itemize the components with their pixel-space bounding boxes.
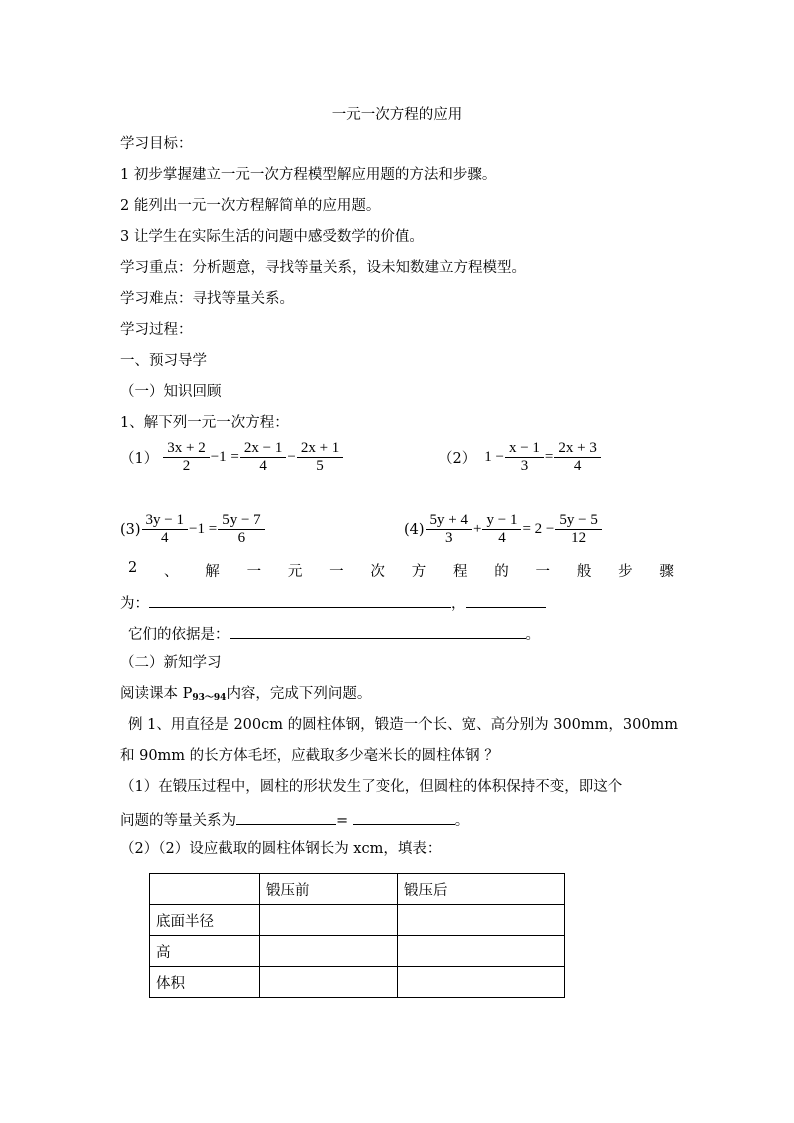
denominator: 3 bbox=[505, 457, 544, 475]
table-cell[interactable] bbox=[260, 936, 398, 967]
fraction bbox=[220, 512, 262, 547]
numerator: 5y − 7 bbox=[222, 512, 261, 528]
equation-1 bbox=[120, 440, 342, 475]
q2-char: 的 bbox=[494, 564, 509, 580]
question-1: 1、解下列一元一次方程： bbox=[120, 415, 289, 431]
denominator: 2 bbox=[163, 457, 209, 475]
question-2-line bbox=[128, 560, 674, 581]
table-row-label: 体积 bbox=[150, 967, 260, 998]
table-row-label: 高 bbox=[150, 936, 260, 967]
table-header-row bbox=[150, 874, 565, 905]
equation-4 bbox=[404, 512, 601, 547]
answer-blank[interactable] bbox=[353, 808, 455, 825]
denominator: 4 bbox=[240, 457, 286, 475]
table-cell[interactable] bbox=[260, 905, 398, 936]
difficulty: 学习难点：寻找等量关系。 bbox=[120, 291, 294, 307]
answer-blank[interactable] bbox=[466, 591, 546, 608]
denominator: 4 bbox=[142, 529, 188, 547]
key-point: 学习重点：分析题意，寻找等量关系，设未知数建立方程模型。 bbox=[120, 260, 526, 276]
equation-label: （1） bbox=[120, 451, 159, 467]
table-cell[interactable] bbox=[398, 905, 565, 936]
objective-3: 3 让学生在实际生活的问题中感受数学的价值。 bbox=[120, 229, 424, 245]
denominator: 5 bbox=[297, 457, 343, 475]
table-header-cell: 锻压前 bbox=[260, 874, 398, 905]
reading-pre: 阅读课本 P bbox=[120, 686, 193, 702]
numerator: 2x + 1 bbox=[300, 440, 340, 456]
fraction bbox=[556, 440, 598, 475]
table-row bbox=[150, 967, 565, 998]
denominator: 3 bbox=[426, 529, 472, 547]
operator: = 2 − bbox=[522, 521, 555, 537]
fraction bbox=[484, 512, 519, 547]
operator: = bbox=[544, 449, 554, 465]
numerator: 5y − 5 bbox=[559, 512, 598, 528]
answer-blank[interactable] bbox=[236, 808, 336, 825]
table-row bbox=[150, 905, 565, 936]
q2-comma: ， bbox=[451, 596, 466, 612]
example-1-line-1: 例 1、用直径是 200cm 的圆柱体钢，锻造一个长、宽、高分别为 300mm，300mm bbox=[128, 717, 679, 733]
equation-3 bbox=[120, 512, 264, 547]
basis-label: 它们的依据是： bbox=[128, 627, 230, 643]
q2-char: 2 bbox=[128, 560, 138, 576]
q2-char: 解 bbox=[205, 564, 220, 580]
q2-char: 骤 bbox=[659, 564, 674, 580]
subsection-new-learning: （二）新知学习 bbox=[120, 655, 222, 671]
table-row-label: 底面半径 bbox=[150, 905, 260, 936]
numerator: 3x + 2 bbox=[167, 440, 206, 456]
answer-blank[interactable] bbox=[230, 622, 526, 639]
part-1-line-2 bbox=[120, 808, 469, 831]
objective-1: 1 初步掌握建立一元一次方程模型解应用题的方法和步骤。 bbox=[120, 167, 497, 183]
denominator: 4 bbox=[482, 529, 521, 547]
q2-char: 一 bbox=[329, 564, 344, 580]
q2-char: 一 bbox=[246, 564, 262, 580]
fraction bbox=[144, 512, 186, 547]
fraction bbox=[165, 440, 207, 475]
part-2: （2）（2）设应截取的圆柱体钢长为 xcm，填表： bbox=[120, 841, 442, 857]
table-cell[interactable] bbox=[260, 967, 398, 998]
q2-char: 步 bbox=[618, 564, 633, 580]
table-header-cell bbox=[150, 874, 260, 905]
fraction bbox=[299, 440, 341, 475]
operator: −1 = bbox=[210, 449, 239, 465]
numerator: 3y − 1 bbox=[145, 512, 185, 528]
equation-label: (4) bbox=[404, 521, 425, 538]
equation-2 bbox=[438, 440, 600, 475]
equation-label: (3) bbox=[120, 521, 141, 538]
fraction bbox=[557, 512, 599, 547]
table-header-cell: 锻压后 bbox=[398, 874, 565, 905]
operator: 1 − bbox=[484, 449, 504, 465]
numerator: 2x − 1 bbox=[243, 440, 283, 456]
operator: −1 = bbox=[189, 521, 218, 537]
objectives-heading: 学习目标： bbox=[120, 136, 193, 152]
q2-char: 程 bbox=[452, 564, 468, 580]
part-1-line-1: （1）在锻压过程中，圆柱的形状发生了变化，但圆柱的体积保持不变，即这个 bbox=[120, 779, 623, 795]
example-1-line-2: 和 90mm 的长方体毛坯，应截取多少毫米长的圆柱体钢 ？ bbox=[120, 748, 499, 764]
q2-char: 方 bbox=[411, 564, 427, 580]
question-2-answer-line bbox=[120, 591, 546, 614]
basis-end: 。 bbox=[525, 627, 540, 643]
reading-instruction bbox=[120, 684, 371, 708]
operator: − bbox=[287, 449, 296, 465]
fraction bbox=[507, 440, 542, 475]
operator: + bbox=[473, 521, 482, 537]
table-cell[interactable] bbox=[398, 967, 565, 998]
q2-char: 次 bbox=[370, 564, 385, 580]
q2-label: 为： bbox=[120, 596, 149, 612]
objective-2: 2 能列出一元一次方程解简单的应用题。 bbox=[120, 198, 381, 214]
process-heading: 学习过程： bbox=[120, 322, 193, 338]
table-row bbox=[150, 936, 565, 967]
equals-sign: = bbox=[336, 813, 349, 829]
fraction bbox=[428, 512, 470, 547]
part-1-end: 。 bbox=[454, 813, 470, 829]
numerator: x − 1 bbox=[508, 440, 540, 456]
denominator: 6 bbox=[218, 529, 264, 547]
numerator: 5y + 4 bbox=[429, 512, 469, 528]
answer-blank[interactable] bbox=[149, 591, 451, 608]
q2-char: 、 bbox=[164, 564, 179, 580]
denominator: 4 bbox=[554, 457, 600, 475]
q2-char: 般 bbox=[576, 564, 592, 580]
subsection-review: （一）知识回顾 bbox=[120, 384, 222, 400]
numerator: 2x + 3 bbox=[558, 440, 597, 456]
page-title: 一元一次方程的应用 bbox=[331, 107, 463, 123]
numerator: y − 1 bbox=[486, 512, 518, 528]
denominator: 12 bbox=[555, 529, 601, 547]
part-1-label: 问题的等量关系为 bbox=[120, 813, 236, 829]
page-range: 93～94 bbox=[192, 693, 227, 703]
equation-label: （2） bbox=[438, 451, 477, 467]
fill-in-table bbox=[149, 873, 565, 998]
fraction bbox=[242, 440, 284, 475]
section-heading-1: 一、预习导学 bbox=[120, 353, 207, 369]
q2-char: 元 bbox=[287, 564, 303, 580]
table-cell[interactable] bbox=[398, 936, 565, 967]
basis-line bbox=[128, 622, 540, 645]
q2-char: 一 bbox=[535, 564, 551, 580]
reading-post: 内容，完成下列问题。 bbox=[226, 686, 372, 702]
